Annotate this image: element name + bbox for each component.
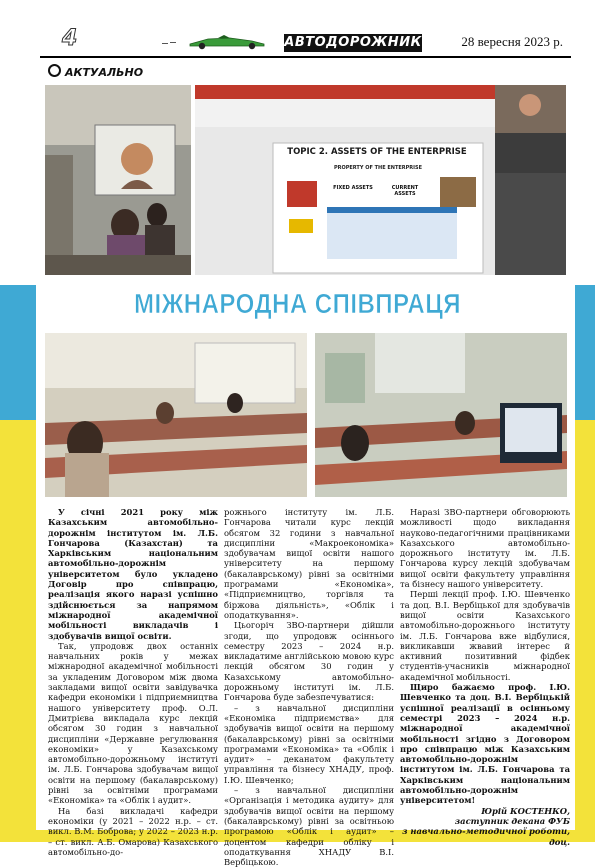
slide-subtitle: PROPERTY OF THE ENTERPRISE <box>333 165 423 171</box>
paragraph: На базі викладачі кафедри економіки (у 2021 – 2022 н.р. – ст. викл. В.М. Боброва; у 2022 – 2023 н.р. – ст. викл. А.Б. Омарова) Казахського автомобільно-до- <box>48 805 218 857</box>
paragraph: Перші лекції проф. І.Ю. Шевченко та доц. В.І. Вербіцької для здобувачів вищої освіти Казахського автомобільно-дорожнього інституту ім. Л.Б. Гончарова вже відбулися, викликавши жвавий інтерес й активний позитивний фідбек студентів-учасників міжнародної академічної мобільності. <box>400 589 570 682</box>
slide-title: TOPIC 2. ASSETS OF THE ENTERPRISE <box>287 147 467 157</box>
paragraph: Наразі ЗВО-партнери обговорюють можливості щодо викладання науково-педагогічними працівниками Казахського автомобільно-дорожнього інституту ім. Л.Б. Гончарова курсу лекцій здобувачам вищої освіти факультету управління та бізнесу нашого університету. <box>400 507 570 590</box>
author-signature <box>400 806 570 847</box>
author-role: заступник декана ФУБ <box>454 815 570 826</box>
headline-text: МІЖНАРОДНА СПІВПРАЦЯ <box>127 288 468 319</box>
classroom-students-photo-left <box>45 333 307 497</box>
headline <box>42 288 554 320</box>
slide-fixed-assets: FIXED ASSETS <box>333 185 373 191</box>
paragraph: – з навчальної дисципліни «Економіка підприємства» для здобувачів вищої освіти на першому (бакалаврському) рівні за освітніми програмами «Економіка» та «Облік і аудит» – деканатом факультету управління та бізнесу ХНАДУ, проф. І.Ю. Шевченко; <box>224 702 394 785</box>
newspaper-title: АВТОДОРОЖНИК <box>284 35 422 50</box>
rubric-label: АКТУАЛЬНО <box>65 66 144 79</box>
video-conference-screenshot <box>195 85 566 275</box>
author-role: з навчально-методичної роботи, <box>402 826 570 837</box>
author-name: Юрій КОСТЕНКО, <box>481 805 570 816</box>
slide-current-assets: CURRENT ASSETS <box>391 185 419 197</box>
race-car-icon <box>160 34 270 50</box>
lead-paragraph: У січні 2021 року між Казахським автомобільно-дорожнім інститутом ім. Л.Б. Гончарова (Казахстан) та Харківським національним автомобільно-дорожнім університетом було укладено Договір про співпрацю, реалізація якого наразі успішно здійснюється за напрямом міжнародної академічної мобільності викладачів і здобувачів вищої освіти. <box>48 507 218 641</box>
paragraph: Так, упродовж двох останніх навчальних років у межах міжнародної академічної мобільності за укладеним Договором між двома закладами вищої освіти завідувачка кафедри економіки і підприємництва нашого університету проф. О.Л. Дмитрієва викладала курс лекцій обсягом 30 годин з навчальної дисципліни «Державне регулювання економіки» у Казахському автомобільно-дорожньому інституті ім. Л.Б. Гончарова здобувачам вищої освіти на першому (бакалаврському) рівні за освітніми програмами «Економіка» та «Облік і аудит». <box>48 640 218 806</box>
paragraph: Цьогоріч ЗВО-партнери дійшли згоди, що упродовж осіннього семестру 2023 – 2024 н.р. викладатиме англійською мовою курс лекцій обсягом 30 годин у Казахському автомобільно-дорожньому інституті ім. Л.Б. Гончарова буде забезпечуватися: <box>224 620 394 703</box>
article-column-2 <box>224 507 394 867</box>
classroom-lecture-photo <box>45 85 191 275</box>
article-column-3 <box>400 507 570 847</box>
author-degree: доц. <box>548 836 570 847</box>
classroom-students-photo-right <box>315 333 567 497</box>
page-number: 4 <box>62 26 78 51</box>
page-header <box>40 26 571 58</box>
closing-paragraph: Щиро бажаємо проф. І.Ю. Шевченко та доц. В.І. Вербіцькій успішної реалізації в осінньому семестрі 2023 – 2024 н.р. міжнародної академічної мобільності згідно з Договором про співпрацю між Казахським автомобільно-дорожнім інститутом ім. Л.Б. Гончарова та Харківським національним автомобільно-дорожнім університетом! <box>400 682 570 806</box>
paragraph: рожнього інституту ім. Л.Б. Гончарова читали курс лекцій обсягом 32 години з навчальної дисципліни «Макроекономіка» здобувачам вищої освіти нашого університету на першому (бакалаврському) рівні за освітніми програмами «Економіка», «Підприємництво, торгівля та біржова діяльність», «Облік і оподаткування». <box>224 507 394 620</box>
section-rubric <box>48 64 143 79</box>
circle-bullet-icon <box>48 64 61 77</box>
issue-date: 28 вересня 2023 р. <box>461 34 563 49</box>
paragraph: – з навчальної дисципліни «Організація і методика аудиту» для здобувачів вищої освіти на першому (бакалаврському) рівні за освітньою програмою «Облік і аудит» – доцентом кафедри обліку і оподаткування ХНАДУ В.І. Вербіцькою. <box>224 785 394 867</box>
article-column-1 <box>48 507 218 857</box>
